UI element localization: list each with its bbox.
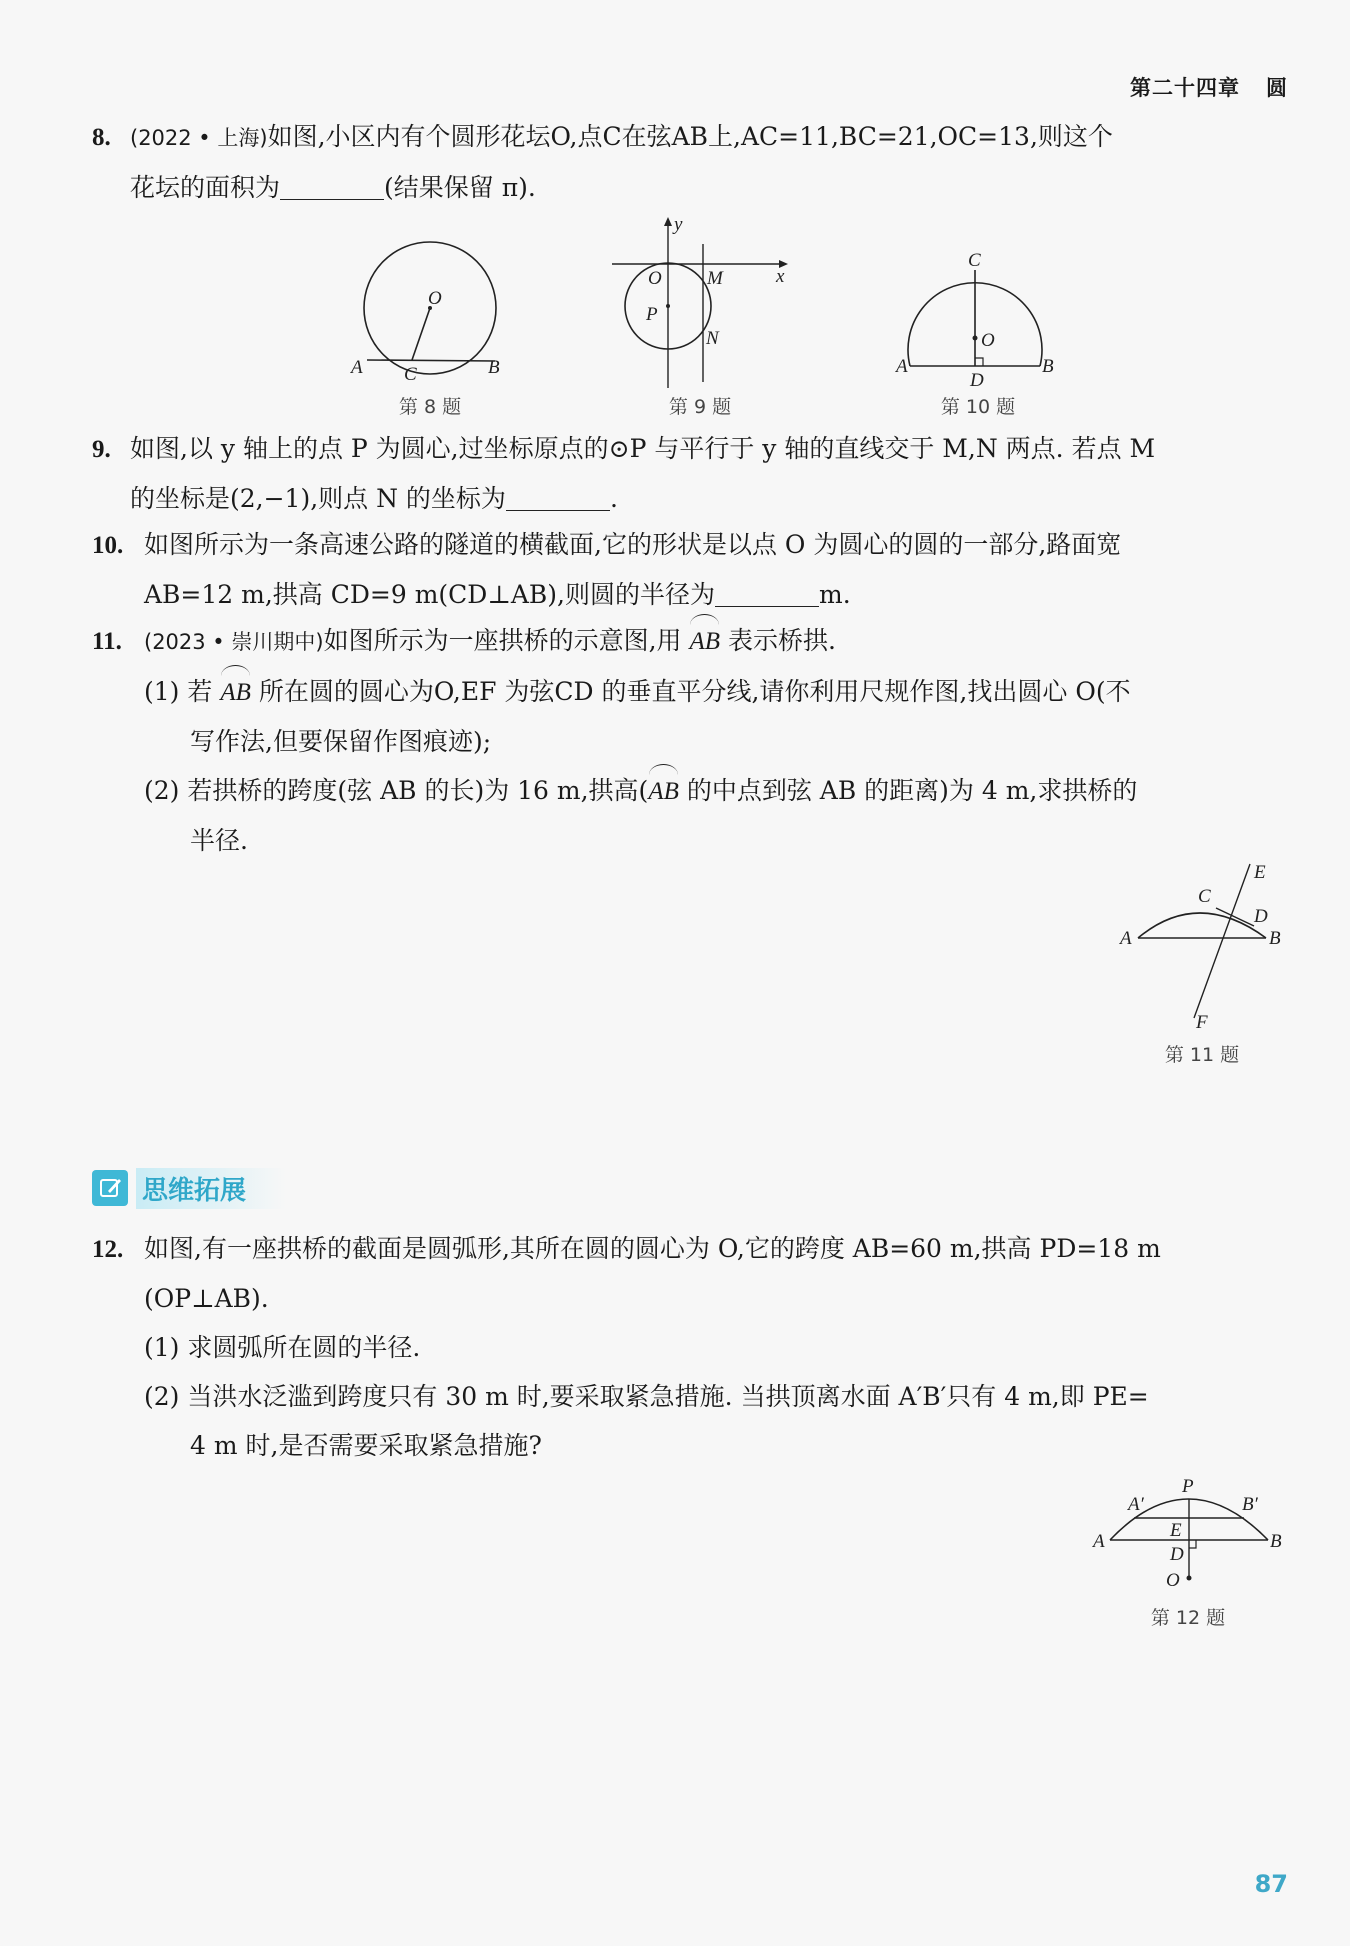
label-C: C: [404, 364, 417, 385]
label-D: D: [1170, 1544, 1184, 1565]
label-B: B: [1042, 356, 1054, 377]
part-label: (2): [144, 1382, 180, 1411]
question-text: 若: [187, 677, 213, 706]
figure-10-caption: 第 10 题: [940, 396, 1016, 418]
question-source: (2023 • 崇川期中): [144, 630, 324, 654]
section-title: 圆: [1266, 76, 1288, 100]
label-A-prime: A′: [1128, 1494, 1144, 1515]
question-number: 12.: [92, 1236, 124, 1263]
question-text: 4 m 时,是否需要采取紧急措施?: [190, 1431, 542, 1460]
question-text: 写作法,但要保留作图痕迹);: [190, 727, 492, 756]
question-10: [92, 520, 1288, 619]
question-text: 如图,小区内有个圆形花坛O,点C在弦AB上,AC=11,BC=21,OC=13,则这个: [267, 122, 1113, 151]
figure-8: [350, 240, 510, 390]
label-P: P: [646, 304, 658, 325]
label-C: C: [1198, 886, 1211, 907]
figure-10-diagram: [890, 252, 1070, 392]
label-O: O: [981, 330, 995, 351]
label-M: M: [707, 268, 723, 289]
label-D: D: [1254, 906, 1268, 927]
question-8: [92, 112, 1288, 212]
part-label: (2): [144, 776, 180, 805]
pencil-note-icon: [92, 1170, 128, 1206]
question-11: [92, 616, 1288, 865]
question-text: 如图,以 y 轴上的点 P 为圆心,过坐标原点的⊙P 与平行于 y 轴的直线交于 M,N 两点. 若点 M: [130, 434, 1156, 463]
label-O: O: [1166, 1570, 1180, 1591]
figure-12: [1090, 1466, 1290, 1596]
figure-12-caption: 第 12 题: [1150, 1607, 1226, 1629]
figure-9-diagram: [608, 212, 798, 392]
question-number: 8.: [92, 124, 111, 151]
figure-9-caption: 第 9 题: [668, 396, 732, 418]
question-9: [92, 424, 1288, 523]
label-D: D: [970, 370, 984, 391]
arc-symbol: AB: [648, 767, 679, 816]
section-banner: [92, 1168, 286, 1208]
question-12: [92, 1224, 1288, 1470]
sub-question-1: [92, 1323, 1288, 1372]
question-text: 当洪水泛滥到跨度只有 30 m 时,要采取紧急措施. 当拱顶离水面 A′B′只有 4 m,即 PE=: [187, 1382, 1149, 1411]
section-title: 思维拓展: [136, 1168, 286, 1209]
label-O: O: [648, 268, 662, 289]
question-text: 表示桥拱.: [727, 626, 836, 655]
label-E: E: [1170, 1520, 1182, 1541]
question-text: AB=12 m,拱高 CD=9 m(CD⊥AB),则圆的半径为: [144, 580, 715, 609]
question-text: 半径.: [190, 826, 248, 855]
question-text: 如图所示为一条高速公路的隧道的横截面,它的形状是以点 O 为圆心的圆的一部分,路面宽: [144, 530, 1122, 559]
chapter-header: [1130, 72, 1288, 102]
figure-11-caption: 第 11 题: [1164, 1044, 1240, 1066]
sub-question-2: [92, 766, 1288, 865]
label-y: y: [674, 214, 683, 235]
question-text: 如图,有一座拱桥的截面是圆弧形,其所在圆的圆心为 O,它的跨度 AB=60 m,拱高 PD=18 m: [144, 1234, 1161, 1263]
label-A: A: [1093, 1531, 1105, 1552]
part-label: (1): [144, 1333, 180, 1362]
figure-8-caption: 第 8 题: [398, 396, 462, 418]
answer-blank[interactable]: [506, 482, 610, 511]
figure-9: [608, 212, 798, 392]
figure-8-diagram: [350, 240, 510, 390]
label-E: E: [1254, 862, 1266, 883]
question-text: 所在圆的圆心为O,EF 为弦CD 的垂直平分线,请你利用尺规作图,找出圆心 O(不: [258, 677, 1131, 706]
sub-question-1: [92, 667, 1288, 766]
question-number: 10.: [92, 532, 124, 559]
figure-11-diagram: [1118, 858, 1288, 1033]
question-text: (OP⊥AB).: [144, 1284, 269, 1313]
question-text: 的中点到弦 AB 的距离)为 4 m,求拱桥的: [686, 776, 1138, 805]
label-C: C: [968, 252, 981, 271]
question-text: 若拱桥的跨度(弦 AB 的长)为 16 m,拱高(: [187, 776, 649, 805]
chapter-title: 第二十四章: [1130, 76, 1240, 100]
label-A: A: [351, 357, 363, 378]
label-B: B: [488, 357, 500, 378]
sub-question-2: [92, 1372, 1288, 1470]
label-F: F: [1196, 1012, 1208, 1033]
question-text: .: [609, 484, 618, 513]
figure-11: [1118, 858, 1288, 1033]
question-text: m.: [818, 580, 851, 609]
question-text: 花坛的面积为: [130, 173, 281, 202]
answer-blank[interactable]: [715, 578, 819, 607]
question-text: 求圆弧所在圆的半径.: [187, 1333, 421, 1362]
label-B: B: [1270, 1531, 1282, 1552]
question-text: 如图所示为一座拱桥的示意图,用: [323, 626, 682, 655]
label-A: A: [1120, 928, 1132, 949]
question-number: 9.: [92, 436, 111, 463]
question-source: (2022 • 上海): [130, 126, 268, 150]
question-text: 的坐标是(2,−1),则点 N 的坐标为: [130, 484, 506, 513]
figure-10: [890, 252, 1070, 392]
label-B: B: [1269, 928, 1281, 949]
question-text: (结果保留 π).: [384, 173, 536, 202]
arc-symbol: AB: [220, 668, 251, 717]
arc-symbol: AB: [689, 617, 720, 666]
figure-12-diagram: [1090, 1466, 1290, 1596]
answer-blank[interactable]: [280, 171, 384, 200]
label-B-prime: B′: [1242, 1494, 1258, 1515]
label-P: P: [1182, 1476, 1194, 1497]
question-number: 11.: [92, 628, 122, 655]
label-O: O: [428, 288, 442, 309]
label-A: A: [896, 356, 908, 377]
label-N: N: [706, 328, 719, 349]
part-label: (1): [144, 677, 180, 706]
page-number: 87: [1254, 1870, 1288, 1898]
label-x: x: [776, 266, 785, 287]
